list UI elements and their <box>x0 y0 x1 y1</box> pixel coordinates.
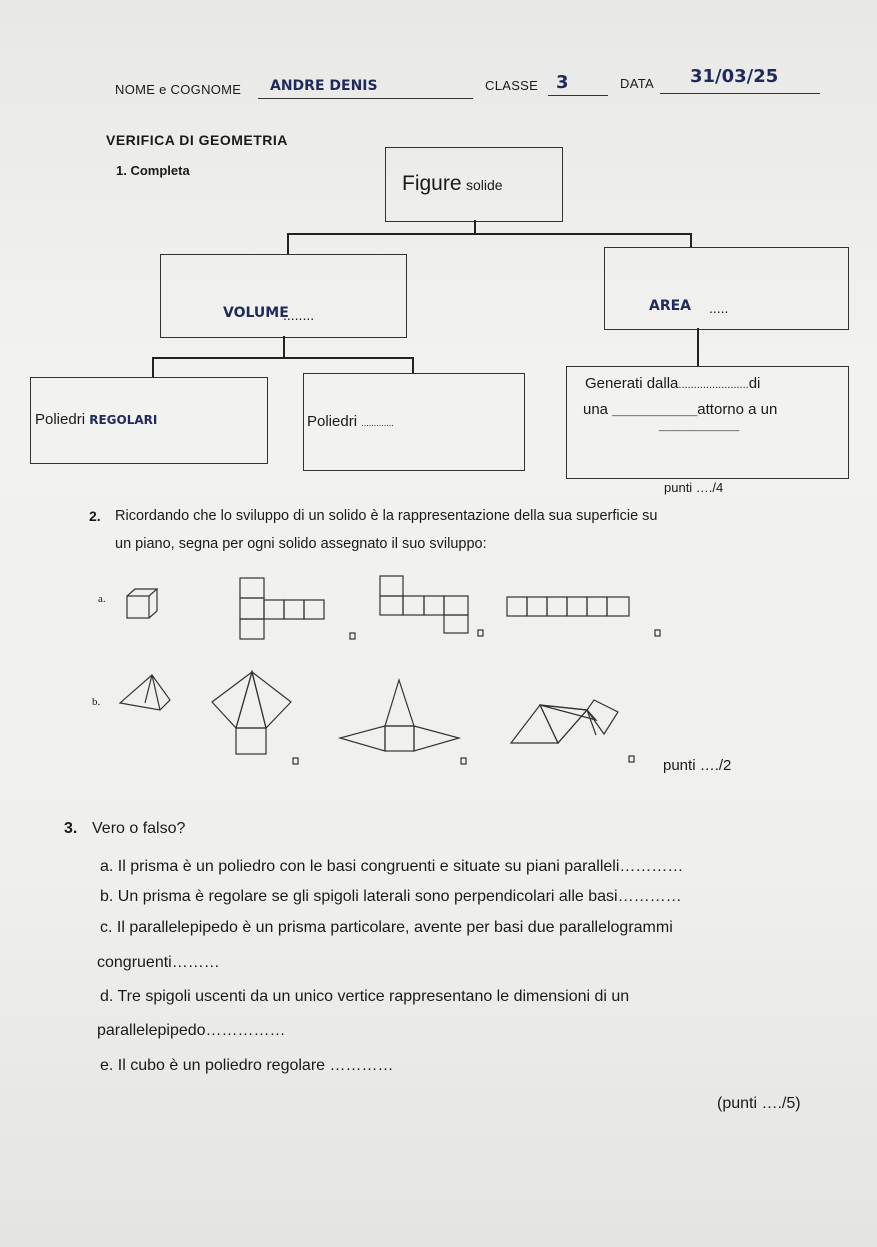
leaf-node-1 <box>30 377 268 464</box>
cube-net-option-1[interactable] <box>240 578 324 639</box>
cube-icon <box>127 589 157 618</box>
checkbox-b3[interactable] <box>629 756 634 762</box>
name-value: ANDRE DENIS <box>270 78 378 94</box>
leaf2-label: Poliedri <box>307 413 358 430</box>
checkbox-a3[interactable] <box>655 630 660 636</box>
cube-net-option-3[interactable] <box>507 597 629 616</box>
connector <box>152 357 414 359</box>
checkbox-a1[interactable] <box>350 633 355 639</box>
ex3-statement-d1: d. Tre spigoli uscenti da un unico vertice rappresentano le dimensioni di un <box>100 988 630 1005</box>
ex2-text-line2: un piano, segna per ogni solido assegnato il suo sviluppo: <box>115 536 487 552</box>
ex3-statement-c1: c. Il parallelepipedo è un prisma particolare, avente per basi due parallelogrammi <box>100 919 673 936</box>
leaf3-line1-end: di <box>748 375 761 392</box>
ex3-points: (punti …./5) <box>717 1095 801 1112</box>
connector <box>287 233 692 235</box>
leaf3-line2: una <box>583 401 609 418</box>
leaf1-value: REGOLARI <box>89 413 158 427</box>
pyramid-net-option-1[interactable] <box>212 672 291 754</box>
connector <box>287 233 289 255</box>
leaf3-line2-end: attorno a un <box>697 401 778 418</box>
checkbox-a2[interactable] <box>478 630 483 636</box>
leaf2-dots: ............. <box>361 418 394 428</box>
pyramid-icon <box>120 675 170 710</box>
leaf3-line1: Generati dalla <box>585 375 679 392</box>
name-underline <box>258 98 473 99</box>
item-b-label: b. <box>92 696 101 708</box>
left-node-value: VOLUME <box>223 305 289 321</box>
ex3-title: Vero o falso? <box>92 820 186 837</box>
ex3-statement-e: e. Il cubo è un poliedro regolare ………… <box>100 1057 394 1074</box>
checkbox-b1[interactable] <box>293 758 298 764</box>
right-node-box <box>604 247 849 330</box>
ex2-figures <box>0 560 877 780</box>
left-node-box <box>160 254 407 338</box>
ex1-label: 1. Completa <box>116 163 190 178</box>
ex1-points: punti …./4 <box>664 480 724 495</box>
class-label: CLASSE <box>485 78 539 93</box>
pyramid-net-option-3[interactable] <box>511 700 618 743</box>
date-value: 31/03/25 <box>690 66 779 87</box>
ex2-points: punti …./2 <box>663 757 732 774</box>
right-node-dots: ..... <box>709 300 729 316</box>
root-node-main: Figure <box>402 172 462 195</box>
leaf-node-2 <box>303 373 525 471</box>
root-node-box <box>385 147 563 222</box>
leaf1-label: Poliedri <box>35 411 86 428</box>
root-node-sub: solide <box>465 177 503 193</box>
leaf3-line1-dots: ....................... <box>678 379 749 391</box>
date-underline <box>660 93 820 94</box>
page-title: VERIFICA DI GEOMETRIA <box>106 132 288 148</box>
ex3-statement-b: b. Un prisma è regolare se gli spigoli laterali sono perpendicolari alle basi………… <box>100 888 682 905</box>
connector <box>690 233 692 248</box>
connector <box>412 357 414 374</box>
connector <box>697 328 699 366</box>
right-node-value: AREA <box>649 298 692 314</box>
ex3-statement-a: a. Il prisma è un poliedro con le basi congruenti e situate su piani paralleli………… <box>100 858 684 875</box>
leaf3-line2-dots: _________________ <box>612 406 698 416</box>
connector <box>152 357 154 377</box>
leaf3-line3-dots: ________________ <box>659 421 740 431</box>
leaf-node-3 <box>566 366 849 479</box>
ex2-label: 2. <box>89 508 101 524</box>
cube-net-option-2[interactable] <box>380 576 468 633</box>
item-a-label: a. <box>98 593 106 605</box>
class-underline <box>548 95 608 96</box>
ex3-statement-c2: congruenti……… <box>97 954 220 971</box>
name-label: NOME e COGNOME <box>115 82 242 97</box>
connector <box>283 336 285 358</box>
left-node-dots: ........ <box>283 307 315 323</box>
pyramid-net-option-2[interactable] <box>340 680 459 751</box>
ex3-statement-d2: parallelepipedo…………… <box>97 1022 286 1039</box>
connector <box>474 220 476 234</box>
class-value: 3 <box>556 72 569 93</box>
ex2-text-line1: Ricordando che lo sviluppo di un solido è la rappresentazione della sua superficie su <box>115 508 658 524</box>
checkbox-b2[interactable] <box>461 758 466 764</box>
ex3-label: 3. <box>64 820 78 837</box>
date-label: DATA <box>620 76 654 91</box>
